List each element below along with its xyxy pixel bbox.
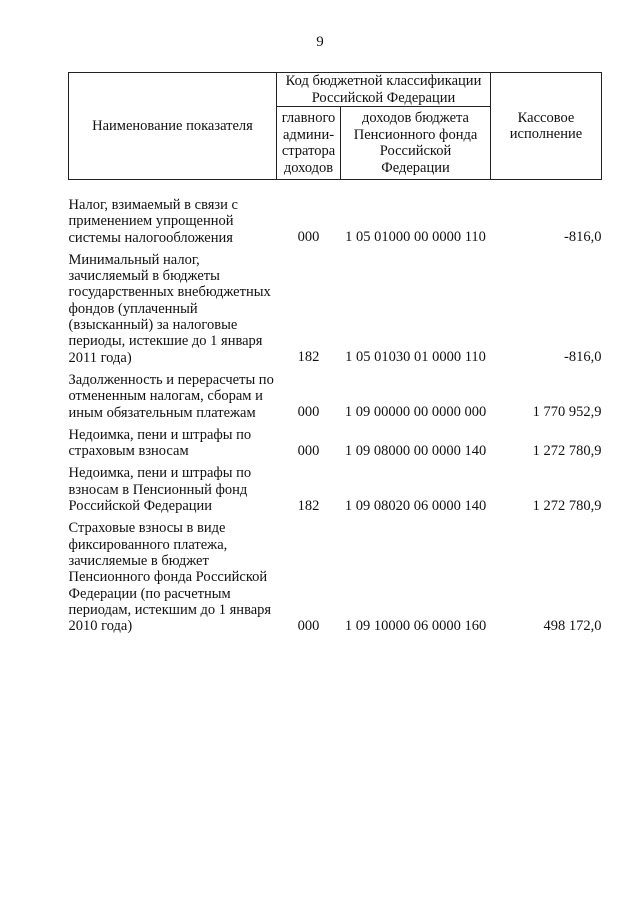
row-name: Недоимка, пени и штрафы по взносам в Пенсионный фонд Российской Федерации	[68, 465, 252, 515]
row-budget-code: 1 05 01030 01 0000 110	[345, 349, 486, 366]
header-execution: Кассовое исполнение	[491, 73, 602, 180]
header-revenue: доходов бюджета Пенсионного фонда Российской Федерации	[341, 107, 491, 180]
row-amount: 498 172,0	[543, 617, 602, 634]
row-name: Минимальный налог, зачисляемый в бюджеты государственных внебюджетных фондов (уплаченный (взысканный) за налоговые периоды, истекшие до 1 января 2011 года)	[68, 251, 271, 366]
row-amount: 1 272 780,9	[532, 497, 602, 514]
row-admin-code: 000	[297, 617, 320, 634]
table-row	[69, 252, 602, 372]
row-budget-code: 1 09 08000 00 0000 140	[344, 442, 487, 459]
header-admin: главного админи-стратора доходов	[277, 107, 341, 180]
row-admin-code: 182	[297, 349, 320, 366]
table-row	[69, 372, 602, 427]
row-admin-code: 000	[297, 442, 320, 459]
row-budget-code: 1 09 08020 06 0000 140	[344, 497, 487, 514]
row-amount: -816,0	[564, 229, 602, 246]
row-admin-code: 182	[297, 497, 320, 514]
header-indicator-name: Наименование показателя	[69, 73, 277, 180]
row-name: Страховые взносы в виде фиксированного платежа, зачисляемые в бюджет Пенсионного фонда Российской Федерации (по расчетным периодам, истекшим до 1 января 2010 года)	[68, 520, 272, 635]
table-row	[69, 465, 602, 520]
row-amount: -816,0	[564, 349, 602, 366]
header-budget-code: Код бюджетной классификации Российской Федерации	[277, 73, 491, 107]
table-row	[69, 197, 602, 252]
row-name: Задолженность и перерасчеты по отмененным налогам, сборам и иным обязательным платежам	[68, 371, 274, 421]
table-row	[69, 520, 602, 640]
row-name: Налог, взимаемый в связи с применением упрощенной системы налогообложения	[68, 197, 238, 246]
budget-table	[68, 72, 602, 640]
spacer-row	[69, 180, 602, 198]
row-budget-code: 1 09 00000 00 0000 000	[344, 404, 487, 421]
row-amount: 1 770 952,9	[532, 404, 602, 421]
row-admin-code: 000	[297, 404, 320, 421]
table-row	[69, 427, 602, 466]
row-admin-code: 000	[297, 229, 320, 246]
row-budget-code: 1 05 01000 00 0000 110	[345, 229, 486, 246]
page-number: 9	[316, 34, 324, 50]
row-amount: 1 272 780,9	[532, 442, 602, 459]
row-budget-code: 1 09 10000 06 0000 160	[344, 617, 487, 634]
row-name: Недоимка, пени и штрафы по страховым взносам	[68, 426, 252, 460]
